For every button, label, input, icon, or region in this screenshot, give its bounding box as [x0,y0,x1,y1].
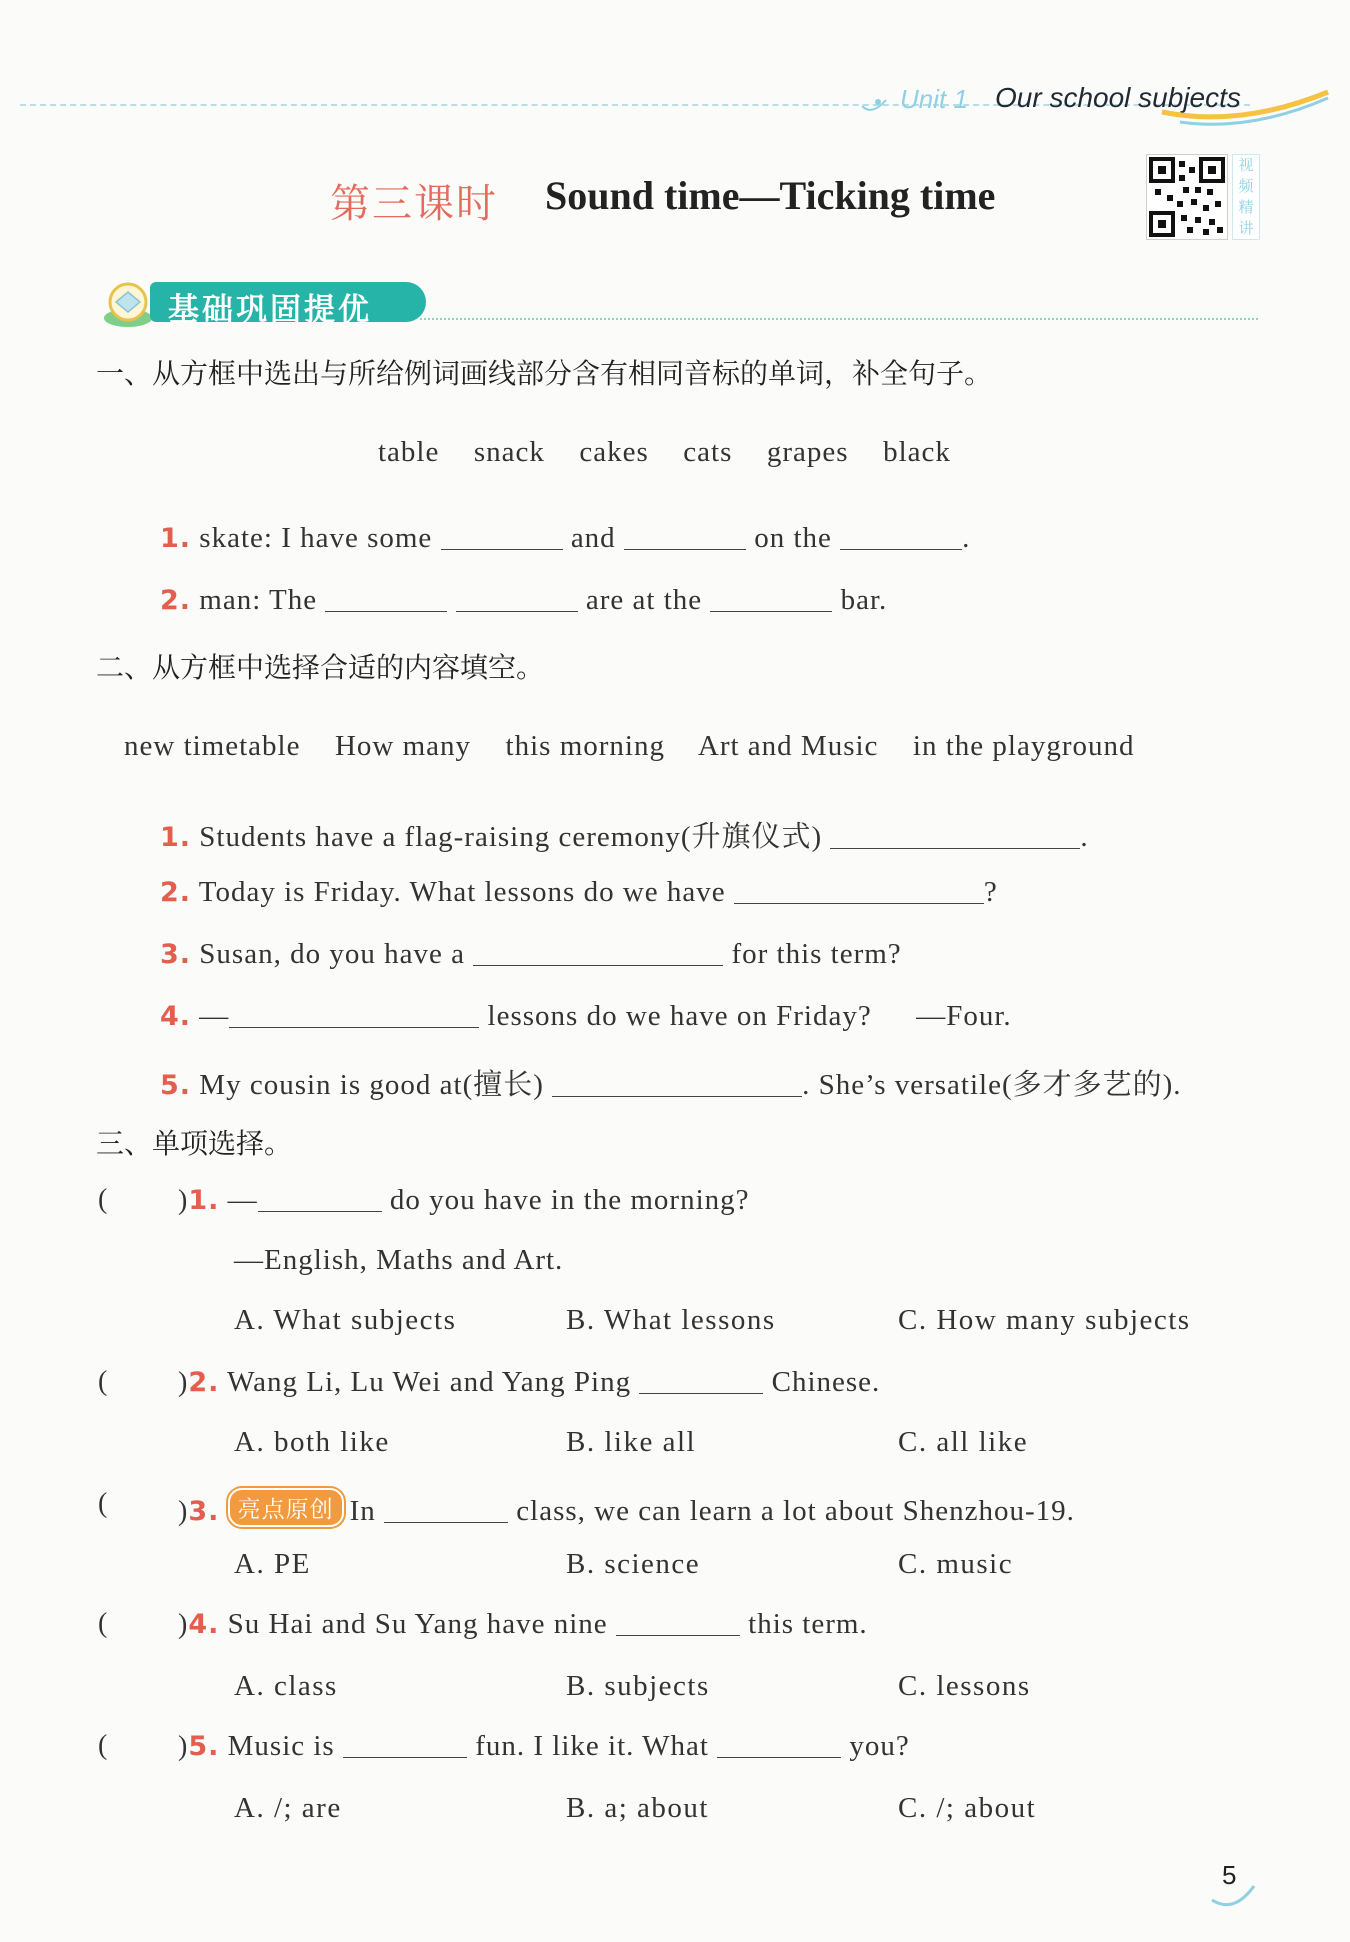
question-text: lessons do we have on Friday? [487,1000,872,1032]
question-text: you? [849,1730,910,1762]
question-text: skate: I have some [199,522,433,554]
answer-blank[interactable] [624,548,746,550]
answer-blank[interactable] [734,902,984,904]
question-text: on the [754,522,832,554]
answer-blank[interactable] [639,1392,763,1394]
section2-question-5 [160,1062,1182,1103]
word-option: cakes [579,436,649,468]
question-number: 5. [160,1070,192,1101]
question-number: 2. [160,585,192,616]
question-text: do you have in the morning? [389,1184,750,1216]
question-number: 2. [188,1367,220,1398]
option-c[interactable]: C. music [898,1548,1014,1580]
answer-text: —Four. [916,1000,1012,1032]
question-text: . [1080,821,1089,853]
answer-paren-close: ) [178,1367,189,1398]
option-b[interactable]: B. science [566,1548,701,1580]
lesson-label: 第三课时 [330,181,498,227]
section3-question-4 [178,1608,868,1641]
question-text: . [962,522,971,554]
option-b[interactable]: B. like all [566,1426,697,1458]
option-a[interactable]: A. PE [234,1548,311,1580]
word-option: grapes [766,436,849,468]
answer-paren-close: ) [178,1496,189,1527]
question-number: 1. [188,1185,220,1216]
question-text: ? [983,876,998,908]
question-text: . She’s versatile(多才多艺的). [802,1069,1182,1101]
answer-blank[interactable] [616,1634,740,1636]
question-text: Music is [227,1730,335,1762]
answer-paren-close: ) [178,1185,189,1216]
option-c[interactable]: C. How many subjects [898,1304,1191,1336]
question-text: — [227,1184,258,1216]
question-text: and [570,522,616,554]
answer-blank[interactable] [473,964,723,966]
qr-code[interactable] [1146,154,1228,240]
question-text: My cousin is good at(擅长) [199,1069,544,1101]
answer-paren-close: ) [178,1731,189,1762]
option-a[interactable]: A. /; are [234,1792,342,1824]
phrase-option: new timetable [124,730,301,762]
title-swoosh-icon [1160,88,1330,128]
question-text: — [199,1000,230,1032]
answer-blank[interactable] [830,847,1080,849]
section2-question-3 [160,938,902,971]
answer-blank[interactable] [325,610,447,612]
answer-blank[interactable] [258,1210,382,1212]
unit-label: Unit 1 [900,84,968,114]
answer-blank[interactable] [552,1095,802,1097]
answer-blank[interactable] [717,1756,841,1758]
section1-word-bank [378,436,951,469]
banner-divider [420,318,1258,320]
question-number: 5. [188,1731,220,1762]
question-number: 4. [160,1001,192,1032]
option-c[interactable]: C. /; about [898,1792,1037,1824]
question-text: bar. [840,584,888,616]
answer-blank[interactable] [343,1756,467,1758]
question-text: Chinese. [771,1366,881,1398]
option-a[interactable]: A. both like [234,1426,390,1458]
question-number: 2. [160,877,192,908]
section2-question-2 [160,876,998,909]
option-a[interactable]: A. class [234,1670,338,1702]
section1-question-2 [160,584,887,617]
page-swoosh-icon [1210,1880,1256,1910]
question-text: are at the [585,584,703,616]
globe-icon [98,278,158,330]
question-number: 3. [160,939,192,970]
question-text: class, we can learn a lot about Shenzhou-19. [516,1495,1075,1527]
question-text: Wang Li, Lu Wei and Yang Ping [227,1366,632,1398]
question-text: for this term? [731,938,902,970]
answer-blank[interactable] [441,548,563,550]
section2-phrase-bank [124,730,1134,763]
unit-title: Our school subjects [995,82,1241,113]
section2-heading: 二、从方框中选择合适的内容填空。 [96,651,545,684]
option-b[interactable]: B. subjects [566,1670,710,1702]
section3-q1-dialogue: —English, Maths and Art. [234,1244,564,1276]
phrase-option: Art and Music [697,730,879,762]
answer-blank[interactable] [384,1521,508,1523]
lesson-title: Sound time—Ticking time [545,173,996,218]
header-swirl-icon [860,92,890,118]
question-text: this term. [748,1608,868,1640]
section3-question-1 [178,1184,750,1217]
answer-paren-open[interactable]: ( [98,1488,108,1519]
option-a[interactable]: A. What subjects [234,1304,457,1336]
phrase-option: How many [334,730,472,762]
answer-paren-open[interactable]: ( [98,1608,108,1639]
answer-paren-open[interactable]: ( [98,1366,108,1397]
question-text: man: The [199,584,318,616]
question-text: Susan, do you have a [199,938,465,970]
word-option: table [378,436,440,468]
answer-paren-open[interactable]: ( [98,1730,108,1761]
answer-blank[interactable] [710,610,832,612]
word-option: black [883,436,951,468]
section2-question-4 [160,1000,1012,1033]
section3-question-2 [178,1366,880,1399]
section3-heading: 三、单项选择。 [96,1127,293,1160]
word-option: snack [473,436,545,468]
answer-paren-open[interactable]: ( [98,1184,108,1215]
section1-question-1 [160,522,970,555]
question-number: 3. [188,1496,220,1527]
option-b[interactable]: B. a; about [566,1792,709,1824]
section1-heading: 一、从方框中选出与所给例词画线部分含有相同音标的单词，补全句子。 [96,357,993,390]
question-number: 1. [160,822,192,853]
section3-question-5 [178,1730,910,1763]
question-text: Today is Friday. What lessons do we have [198,876,726,908]
option-b[interactable]: B. What lessons [566,1304,776,1336]
answer-blank[interactable] [456,610,578,612]
question-number: 4. [188,1609,220,1640]
answer-paren-close: ) [178,1609,189,1640]
section3-question-3 [178,1488,1075,1528]
answer-blank[interactable] [840,548,962,550]
phrase-option: in the playground [912,730,1135,762]
option-c[interactable]: C. all like [898,1426,1029,1458]
question-text: Students have a flag-raising ceremony(升旗仪式) [199,821,823,853]
qr-code-icon [1147,155,1227,239]
question-text: In [349,1495,376,1527]
section-banner-text: 基础巩固提优 [168,292,372,328]
question-number: 1. [160,523,192,554]
question-text: Su Hai and Su Yang have nine [227,1608,608,1640]
option-c[interactable]: C. lessons [898,1670,1031,1702]
section2-question-1 [160,814,1089,855]
original-badge: 亮点原创 [228,1488,344,1527]
word-option: cats [683,436,733,468]
qr-label: 视频精讲 [1232,154,1260,240]
question-text: fun. I like it. What [475,1730,709,1762]
page-number: 5 [1222,1860,1237,1890]
phrase-option: this morning [505,730,665,762]
answer-blank[interactable] [229,1026,479,1028]
